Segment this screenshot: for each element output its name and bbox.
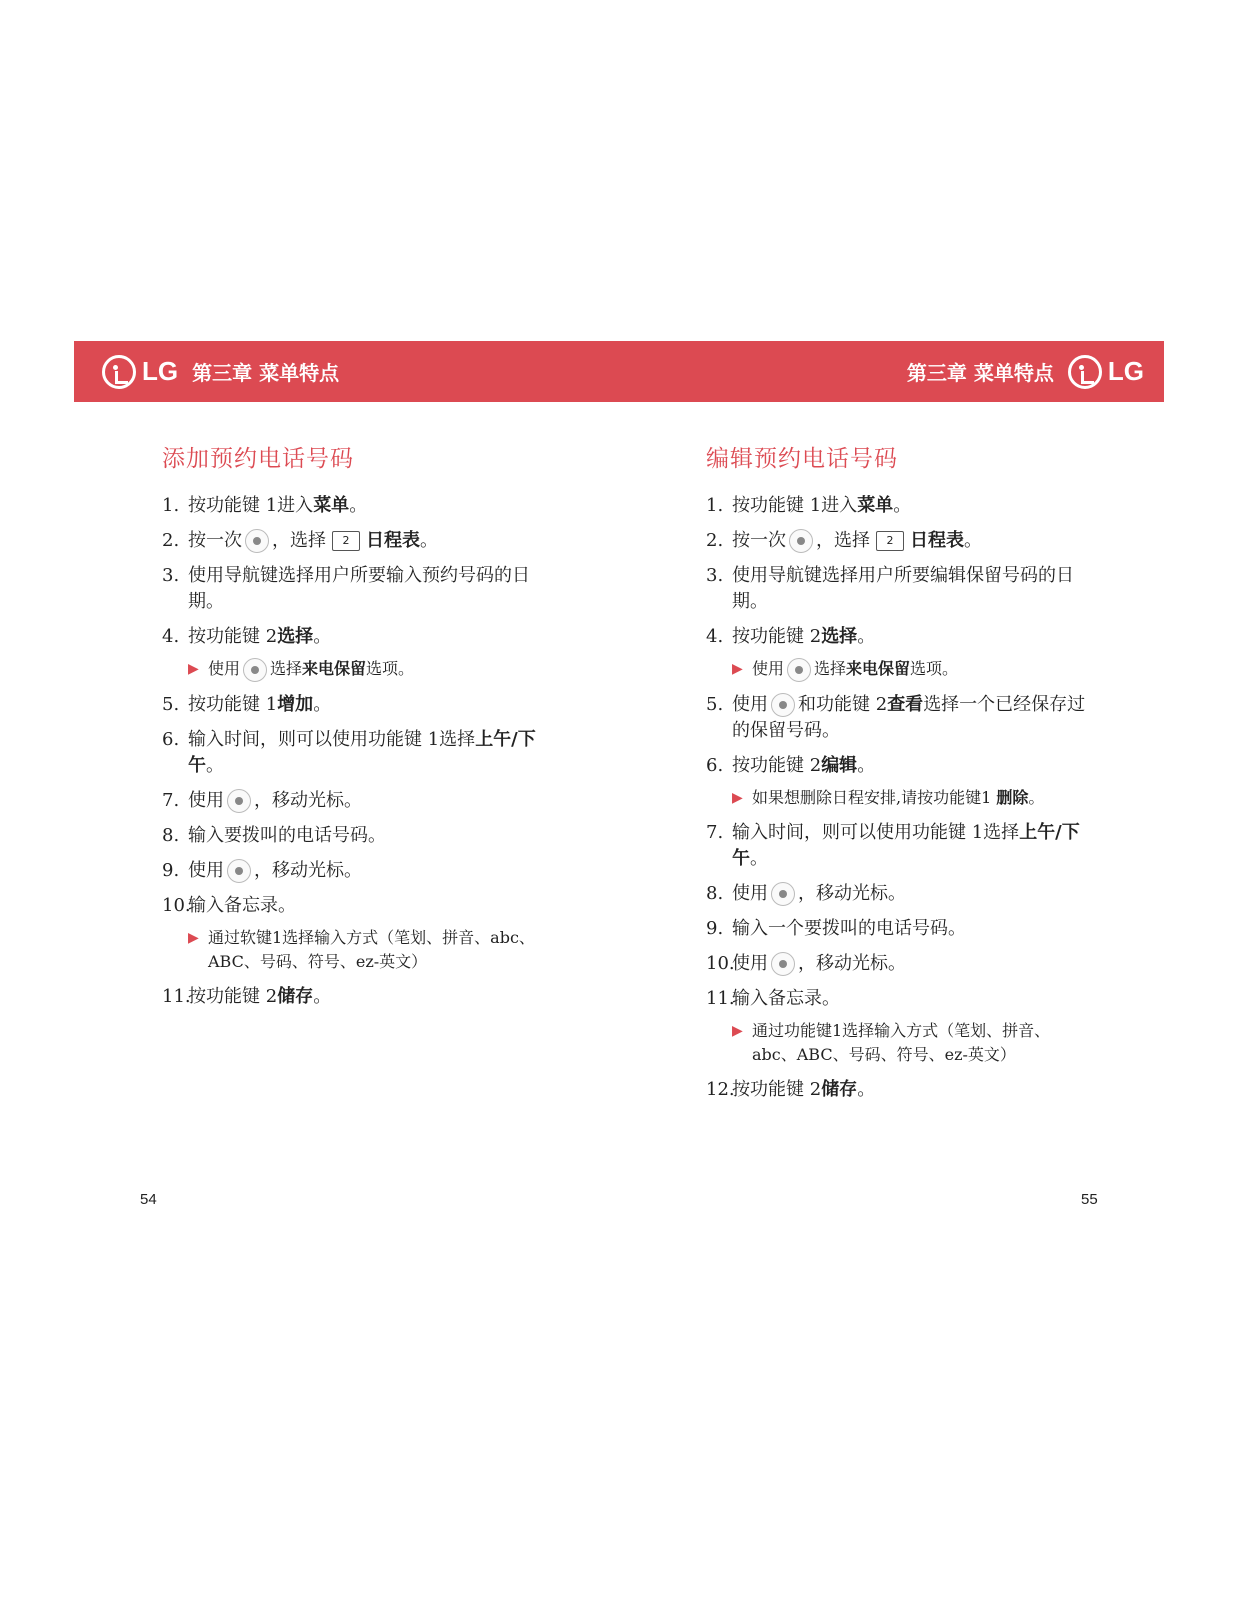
chapter-title-right: 第三章 菜单特点: [906, 361, 1054, 385]
chapter-banner: [74, 341, 1164, 402]
section-title: 添加预约电话号码: [162, 446, 354, 472]
list-item: 9. 使用 ，移动光标。: [162, 859, 362, 881]
nav-key-icon: [787, 658, 811, 682]
list-item: 10. 使用 ，移动光标。: [706, 952, 906, 974]
number-key-icon: 2: [876, 531, 904, 551]
list-item: 7. 输入时间，则可以使用功能键 1选择上午/下午。: [706, 821, 1080, 869]
list-item: 4. 按功能键 2选择。: [162, 626, 332, 647]
lg-logo: [1068, 355, 1144, 389]
lg-logo: [102, 355, 178, 389]
list-item: 1. 按功能键 1进入菜单。: [706, 495, 912, 516]
note: ▶ 通过功能键1选择输入方式（笔划、拼音、abc、ABC、号码、符号、ez-英文）: [732, 1020, 1051, 1064]
list-item: 3. 使用导航键选择用户所要编辑保留号码的日期。: [706, 565, 1074, 612]
list-item: 5. 按功能键 1增加。: [162, 693, 332, 715]
list-item: 1. 按功能键 1进入菜单。: [162, 495, 368, 516]
step-list: [162, 493, 542, 1010]
nav-key-icon: [245, 529, 269, 553]
chapter-title-left: 第三章 菜单特点: [192, 361, 340, 385]
nav-key-icon: [789, 529, 813, 553]
list-item: 12. 按功能键 2储存。: [706, 1078, 876, 1100]
nav-key-icon: [771, 952, 795, 976]
list-item: 9. 输入一个要拨叫的电话号码。: [706, 917, 966, 939]
right-page: [706, 440, 1086, 1112]
nav-key-icon: [227, 859, 251, 883]
note: ▶ 使用 选择来电保留选项。: [188, 657, 542, 682]
nav-key-icon: [243, 658, 267, 682]
triangle-icon: ▶: [732, 789, 743, 806]
note: ▶ 通过软键1选择输入方式（笔划、拼音、abc、ABC、号码、符号、ez-英文）: [188, 927, 535, 971]
list-item: 10. 输入备忘录。: [162, 894, 296, 916]
lg-logo-icon: [102, 355, 136, 389]
list-item: 11. 输入备忘录。: [706, 987, 840, 1009]
lg-logo-text: LG: [1107, 356, 1144, 386]
step-list: [706, 493, 1086, 1103]
list-item: 5. 使用 和功能键 2查看选择一个已经保存过的保留号码。: [706, 693, 1086, 741]
list-item: 3. 使用导航键选择用户所要输入预约号码的日期。: [162, 565, 530, 612]
banner-right: [907, 341, 1144, 402]
list-item: 4. 按功能键 2选择。: [706, 626, 876, 647]
nav-key-icon: [771, 693, 795, 717]
banner-left: [102, 341, 339, 402]
triangle-icon: ▶: [732, 661, 743, 677]
lg-logo-text: LG: [142, 356, 179, 386]
section-title: 编辑预约电话号码: [706, 446, 898, 472]
list-item: 6. 输入时间，则可以使用功能键 1选择上午/下午。: [162, 728, 536, 776]
lg-logo-icon: [1068, 355, 1102, 389]
list-item: 8. 输入要拨叫的电话号码。: [162, 824, 386, 846]
list-item: 2. 按一次 ，选择 2 日程表。: [162, 530, 438, 551]
list-item: 2. 按一次 ，选择 2 日程表。: [706, 530, 982, 551]
list-item: 11. 按功能键 2储存。: [162, 985, 332, 1007]
note: ▶ 使用 选择来电保留选项。: [732, 657, 1086, 682]
number-key-icon: 2: [332, 531, 360, 551]
list-item: 8. 使用 ，移动光标。: [706, 882, 906, 904]
triangle-icon: ▶: [188, 661, 199, 677]
triangle-icon: ▶: [188, 929, 199, 946]
nav-key-icon: [227, 789, 251, 813]
page-number-left: 54: [140, 1191, 157, 1208]
list-item: 7. 使用 ，移动光标。: [162, 789, 362, 811]
nav-key-icon: [771, 882, 795, 906]
page-number-right: 55: [1081, 1191, 1098, 1208]
left-page: [162, 440, 542, 1019]
list-item: 6. 按功能键 2编辑。: [706, 754, 876, 776]
triangle-icon: ▶: [732, 1022, 743, 1039]
note: ▶ 如果想删除日程安排,请按功能键1 删除。: [732, 786, 1086, 810]
